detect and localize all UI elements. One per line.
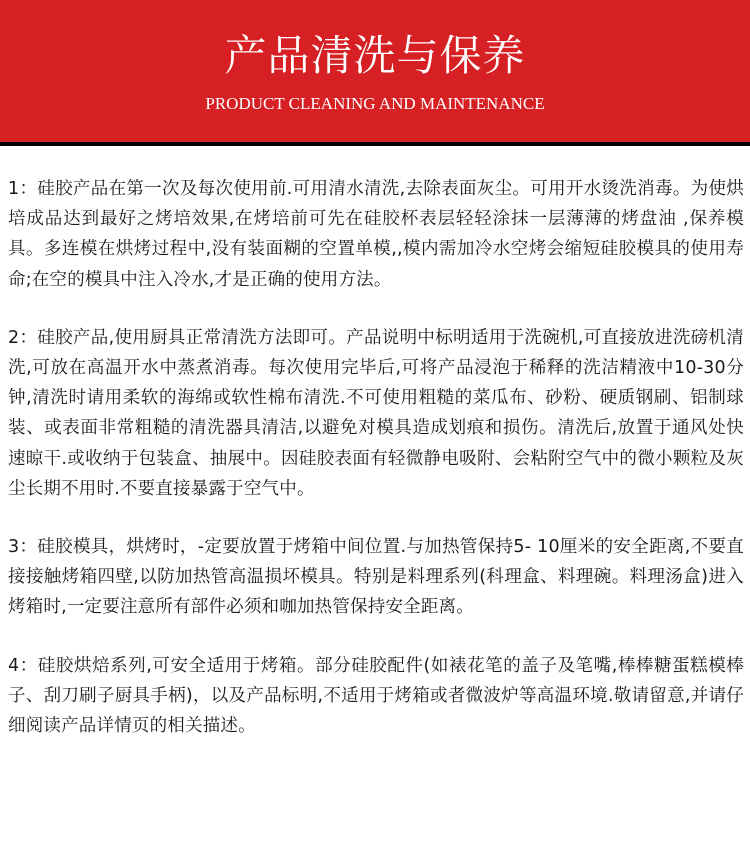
header-banner xyxy=(0,0,750,142)
page-title: 产品清洗与保养 xyxy=(224,31,526,80)
instructions-body xyxy=(0,146,750,741)
instruction-paragraph-4: 4：硅胶烘焙系列,可安全适用于烤箱。部分硅胶配件(如裱花笔的盖子及笔嘴,棒棒糖蛋糕模棒子、刮刀刷子厨具手柄)，以及产品标明,不适用于烤箱或者微波炉等高温环境.敬请留意,并请仔细阅读产品详情页的相关描述。 xyxy=(8,655,744,737)
page-subtitle: PRODUCT CLEANING AND MAINTENANCE xyxy=(205,94,545,113)
instruction-paragraph-1: 1：硅胶产品在第一次及每次使用前.可用清水清洗,去除表面灰尘。可用开水烫洗消毒。为使烘培成品达到最好之烤培效果,在烤培前可先在硅胶杯表层轻轻涂抹一层薄薄的烤盘油 ,保养模具。多连模在烘烤过程中,没有装面糊的空置单模,,模内需加冷水空烤会缩短硅胶模具的使用寿命;在空的模具中注入冷水,才是正确的使用方法。 xyxy=(8,179,744,290)
instruction-paragraph-3: 3：硅胶模具，烘烤时，-定要放置于烤箱中间位置.与加热管保持5- 10厘米的安全距离,不要直接接触烤箱四壁,以防加热管高温损坏模具。特别是料理系列(科理盒、料理碗。料理汤盒)进入烤箱时,一定要注意所有部件必须和咖加热管保持安全距离。 xyxy=(8,537,744,618)
instruction-paragraph-2: 2：硅胶产品,使用厨具正常清洗方法即可。产品说明中标明适用于洗碗机,可直接放进洗磅机清洗,可放在高温开水中蒸煮消毒。每次使用完毕后,可将产品浸泡于稀释的洗洁精液中10-30分钟,清洗时请用柔软的海绵或软性棉布清洗.不可使用粗糙的菜瓜布、砂粉、硬质钢刷、铝制球装、或表面非常粗糙的清洗器具清洁,以避免对模具造成划痕和损伤。清洗后,放置于通风处快速晾干.或收纳于包装盒、抽展中。因硅胶表面有轻微静电吸附、会粘附空气中的微小颗粒及灰尘长期不用时.不要直接暴露于空气中。 xyxy=(8,327,744,499)
